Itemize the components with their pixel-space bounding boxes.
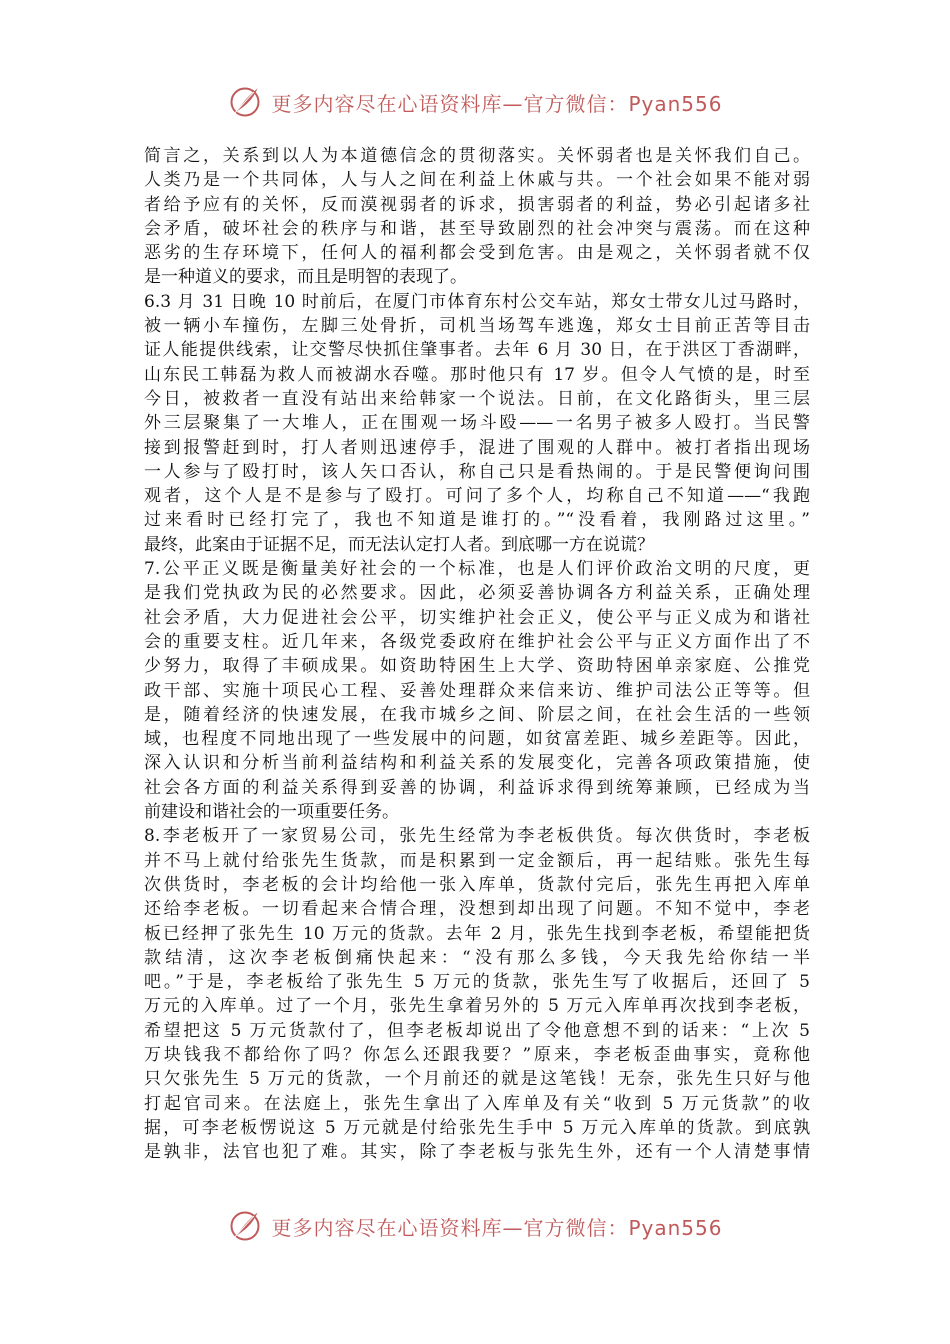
text-line: 8.李老板开了一家贸易公司，张先生经常为李老板供货。每次供货时，李老板 [144, 826, 810, 847]
feather-logo-icon [227, 1208, 263, 1244]
text-line: 接到报警赶到时，打人者则迅速停手，混进了围观的人群中。被打者指出现场 [144, 437, 810, 458]
text-line: 少努力，取得了丰硕成果。如资助特困生上大学、资助特困单亲家庭、公推党 [144, 656, 810, 677]
text-line: 政干部、实施十项民心工程、妥善处理群众来信来访、维护司法公正等等。但 [144, 680, 810, 701]
feather-logo-icon [227, 84, 263, 120]
text-line: 恶劣的生存环境下，任何人的福利都会受到危害。由是观之，关怀弱者就不仅 [144, 243, 810, 264]
document-body [144, 144, 810, 1164]
text-line: 还给李老板。一切看起来合情合理，没想到却出现了问题。不知不觉中，李老 [144, 899, 810, 920]
footer-watermark [0, 1206, 950, 1246]
text-line: 会的重要支柱。近几年来，各级党委政府在维护社会公平与正义方面作出了不 [144, 631, 810, 652]
text-line: 是我们党执政为民的必然要求。因此，必须妥善协调各方利益关系，正确处理 [144, 583, 810, 604]
header-watermark [0, 82, 950, 122]
text-line: 简言之，关系到以人为本道德信念的贯彻落实。关怀弱者也是关怀我们自己。 [144, 146, 810, 166]
text-line: 被一辆小车撞伤，左脚三处骨折，司机当场驾车逃逸，郑女士目前正苦等目击 [144, 316, 810, 337]
watermark-text: 更多内容尽在心语资料库—官方微信：Pyan556 [271, 91, 723, 116]
text-line: 观者，这个人是不是参与了殴打。可问了多个人，均称自己不知道——“我跑 [144, 486, 810, 507]
text-line: 并不马上就付给张先生货款，而是积累到一定金额后，再一起结账。张先生每 [144, 850, 810, 871]
text-line: 过来看时已经打完了，我也不知道是谁打的。”“没看着，我刚路过这里。” [144, 510, 810, 531]
text-line: 社会矛盾，大力促进社会公平，切实维护社会正义，使公平与正义成为和谐社 [144, 607, 810, 628]
text-line: 者给予应有的关怀，反而漠视弱者的诉求，损害弱者的利益，势必引起诸多社 [144, 194, 810, 215]
text-line: 山东民工韩磊为救人而被湖水吞噬。那时他只有 17 岁。但令人气愤的是，时至 [144, 364, 810, 385]
watermark-text: 更多内容尽在心语资料库—官方微信：Pyan556 [271, 1215, 723, 1240]
text-line: 只欠张先生 5 万元的货款，一个月前还的就是这笔钱！无奈，张先生只好与他 [144, 1069, 810, 1090]
text-line: 款结清，这次李老板倒痛快起来：“没有那么多钱，今天我先给你结一半 [144, 947, 810, 968]
text-line: 是，随着经济的快速发展，在我市城乡之间、阶层之间，在社会生活的一些领 [144, 704, 810, 725]
text-line: 次供货时，李老板的会计均给他一张入库单，货款付完后，张先生再把入库单 [144, 874, 810, 895]
text-line: 域，也程度不同地出现了一些发展中的问题，如贫富差距、城乡差距等。因此， [144, 729, 810, 750]
text-line: 社会各方面的利益关系得到妥善的协调，利益诉求得到统筹兼顾，已经成为当 [144, 777, 810, 798]
text-line: 是孰非，法官也犯了难。其实，除了李老板与张先生外，还有一个人清楚事情 [144, 1142, 810, 1163]
text-line: 人类乃是一个共同体，人与人之间在利益上休戚与共。一个社会如果不能对弱 [144, 170, 810, 191]
text-line: 打起官司来。在法庭上，张先生拿出了入库单及有关“收到 5 万元货款”的收 [144, 1093, 810, 1114]
text-line: 吧。”于是，李老板给了张先生 5 万元的货款，张先生写了收据后，还回了 5 [144, 972, 810, 993]
text-line: 最终，此案由于证据不足，而无法认定打人者。到底哪一方在说谎？ [144, 534, 654, 555]
text-line: 今日，被救者一直没有站出来给韩家一个说法。日前，在文化路街头，里三层 [144, 388, 810, 409]
text-line: 外三层聚集了一大堆人，正在围观一场斗殴——一名男子被多人殴打。当民警 [144, 413, 810, 434]
text-line: 板已经押了张先生 10 万元的货款。去年 2 月，张先生找到李老板，希望能把货 [144, 923, 810, 944]
text-line: 7.公平正义既是衡量美好社会的一个标准，也是人们评价政治文明的尺度，更 [144, 559, 810, 580]
text-line: 深入认识和分析当前利益结构和利益关系的发展变化，完善各项政策措施，使 [144, 753, 810, 774]
text-line: 万元的入库单。过了一个月，张先生拿着另外的 5 万元入库单再次找到李老板， [144, 996, 810, 1017]
text-line: 前建设和谐社会的一项重要任务。 [144, 802, 399, 823]
text-line: 是一种道义的要求，而且是明智的表现了。 [144, 267, 467, 288]
text-line: 会矛盾，破坏社会的秩序与和谐，甚至导致剧烈的社会冲突与震荡。而在这种 [144, 218, 810, 239]
text-line: 据，可李老板愣说这 5 万元就是付给张先生手中 5 万元入库单的货款。到底孰 [144, 1117, 810, 1138]
text-line: 一人参与了殴打时，该人矢口否认，称自己只是看热闹的。于是民警便询问围 [144, 461, 810, 482]
text-line: 希望把这 5 万元货款付了，但李老板却说出了令他意想不到的话来：“上次 5 [144, 1020, 810, 1041]
text-line: 证人能提供线索，让交警尽快抓住肇事者。去年 6 月 30 日，在于洪区丁香湖畔， [144, 340, 810, 361]
text-line: 万块钱我不都给你了吗？你怎么还跟我要？”原来，李老板歪曲事实，竟称他 [144, 1044, 810, 1065]
text-line: 6.3 月 31 日晚 10 时前后，在厦门市体育东村公交车站，郑女士带女儿过马路时， [144, 291, 810, 312]
